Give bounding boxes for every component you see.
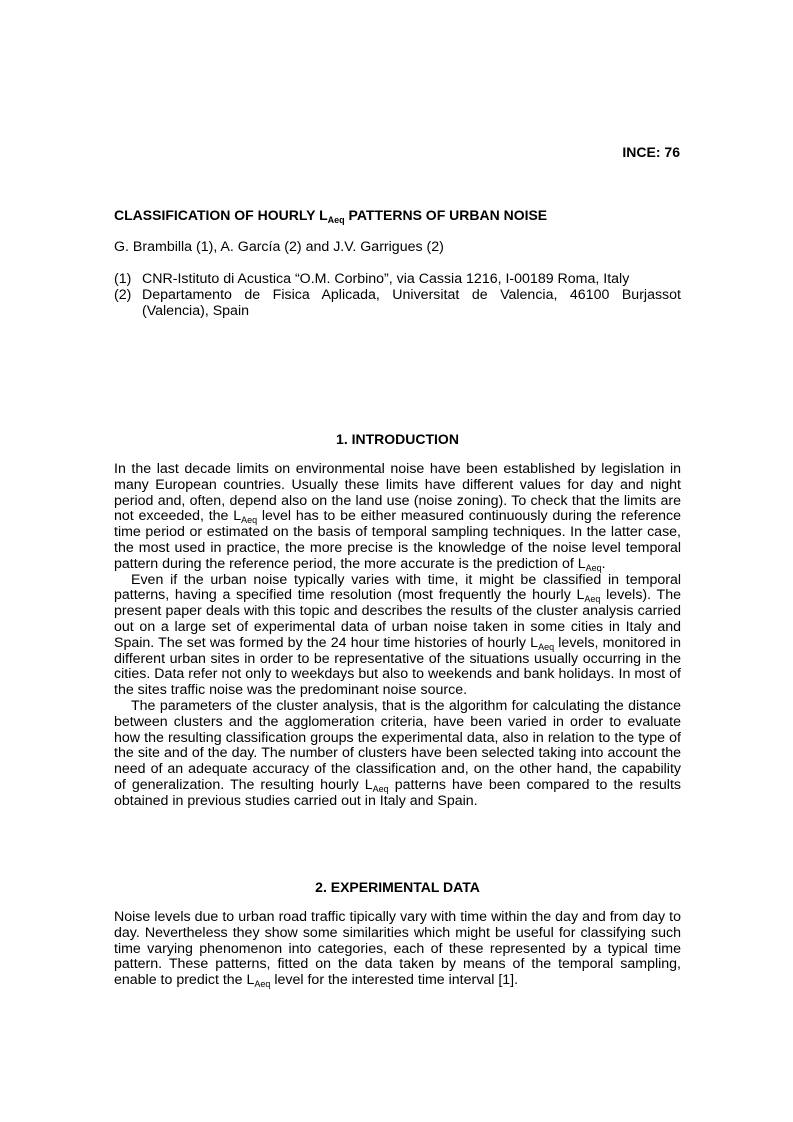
subscript-text: Aeq xyxy=(254,979,271,990)
section-heading-experimental-data: 2. EXPERIMENTAL DATA xyxy=(315,879,480,895)
introduction-body xyxy=(114,462,681,810)
affiliation-item xyxy=(114,287,681,319)
paragraph-text: The parameters of the cluster analysis, that is the algorithm for calculating the distance between clusters and the agglomeration criteria, have been varied in order to evaluate how the resulting classification groups the experimental data, also in relation to the type of the site and of the day. The number of clusters have been selected taking into account the need of an adequate accuracy of the classification and, on the other hand, the capability of generalization. The resulting hourly L xyxy=(114,697,681,793)
paragraph-text: In the last decade limits on environmental noise have been established by legislation in many European countries. Usually these limits have different values for day and night period and, often, depend also on the land use (noise zoning). To check that the limits are not exceeded, the L xyxy=(114,461,681,525)
subscript-text: Aeq xyxy=(372,783,389,794)
paragraph-text: patterns have been compared to the results obtained in previous studies carried out in Italy and Spain. xyxy=(114,776,681,809)
affiliation-item xyxy=(114,271,681,287)
paragraph-text: Noise levels due to urban road traffic tipically vary with time within the day and from day to day. Nevertheless they show some similarities which might be useful for classifying such time varying phenomenon into categories, each of these represented by a typical time pattern. These patterns, fitted on the data taken by means of the temporal sampling, enable to predict the L xyxy=(114,909,681,989)
experimental-data-body xyxy=(114,910,681,989)
title-subscript: Aeq xyxy=(327,215,345,225)
subscript-text: Aeq xyxy=(584,594,601,605)
title-prefix: CLASSIFICATION OF HOURLY L xyxy=(114,207,328,223)
affiliation-number: (1) xyxy=(114,271,132,287)
paragraph-text: levels). The present paper deals with this topic and describes the results of the cluster analysis carried out on a large set of experimental data of urban noise taken in some cities in Italy and Spain. The set was formed by the 24 hour time histories of hourly L xyxy=(114,587,681,651)
body-paragraph xyxy=(114,699,681,810)
paragraph-text: level for the interested time interval [1]. xyxy=(270,972,519,989)
affiliation-text: CNR-Istituto di Acustica “O.M. Corbino”, via Cassia 1216, I-00189 Roma, Italy xyxy=(142,271,630,287)
paper-title xyxy=(114,206,694,224)
paragraph-text: level has to be either measured continuously during the reference time period or estimated on the basis of temporal sampling techniques. In the latter case, the most used in practice, the more precise is the knowledge of the noise level temporal pattern during the reference period, the more accurate is the prediction of L xyxy=(114,508,681,572)
section-heading-introduction: 1. INTRODUCTION xyxy=(336,431,459,447)
conference-reference-code: INCE: 76 xyxy=(622,144,680,160)
affiliation-text: Departamento de Fisica Aplicada, Universitat de Valencia, 46100 Burjassot (Valencia), Spain xyxy=(142,287,681,319)
paragraph-text: . xyxy=(601,555,606,572)
subscript-text: Aeq xyxy=(538,641,555,652)
paragraph-text: levels, monitored in different urban sites in order to be representative of the situations usually occurring in the cities. Data refer not only to weekdays but also to weekends and bank holidays. In most of the sites traffic noise was the predominant noise source. xyxy=(114,634,682,699)
title-suffix: PATTERNS OF URBAN NOISE xyxy=(344,207,548,223)
subscript-text: Aeq xyxy=(241,515,258,526)
paragraph-text: Even if the urban noise typically varies with time, it might be classified in temporal patterns, having a specified time resolution (most frequently the hourly L xyxy=(114,571,681,604)
affiliation-list xyxy=(114,271,681,319)
body-paragraph xyxy=(114,910,681,989)
body-paragraph xyxy=(114,462,681,573)
subscript-text: Aeq xyxy=(585,562,602,573)
author-list: G. Brambilla (1), A. García (2) and J.V. Garrigues (2) xyxy=(114,239,444,255)
body-paragraph xyxy=(114,573,681,699)
affiliation-number: (2) xyxy=(114,287,132,303)
